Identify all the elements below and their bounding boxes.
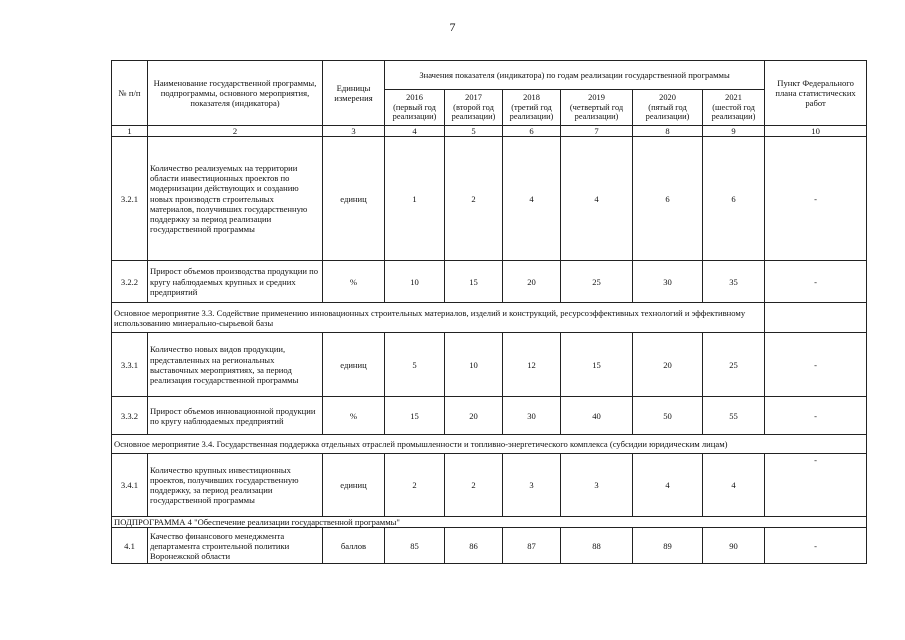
event-title: Основное мероприятие 3.3. Содействие применению инновационных строительных материалов, изделий и конструкций, ресурсоэффективных технологий и эффективному использованию минерально-сырьевой базы (112, 303, 765, 333)
row-value-2017: 10 (445, 333, 503, 397)
col-number: 3 (323, 126, 385, 137)
row-name: Качество финансового менеджмента департамента строительной политики Воронежской области (148, 528, 323, 564)
table-row (112, 137, 867, 261)
row-name: Количество крупных инвестиционных проектов, получивших государственную поддержку, за период реализации государственной программы (148, 454, 323, 517)
row-name: Прирост объемов инновационной продукции по кругу наблюдаемых предприятий (148, 397, 323, 435)
row-plan: - (765, 261, 867, 303)
row-value-2019: 3 (561, 454, 633, 517)
row-plan: - (765, 397, 867, 435)
col-number: 9 (703, 126, 765, 137)
header-year-2021: 2021 (шестой год реализации) (703, 90, 765, 126)
row-value-2016: 1 (385, 137, 445, 261)
row-unit: % (323, 261, 385, 303)
header-year-2019: 2019 (четвертый год реализации) (561, 90, 633, 126)
row-plan: - (765, 333, 867, 397)
row-value-2021: 90 (703, 528, 765, 564)
subprogram-row (112, 517, 867, 528)
row-value-2020: 30 (633, 261, 703, 303)
row-value-2020: 4 (633, 454, 703, 517)
row-value-2019: 88 (561, 528, 633, 564)
row-value-2016: 2 (385, 454, 445, 517)
row-value-2019: 15 (561, 333, 633, 397)
row-value-2018: 3 (503, 454, 561, 517)
row-plan: - (765, 137, 867, 261)
row-value-2016: 5 (385, 333, 445, 397)
row-plan: - (765, 454, 867, 517)
row-value-2018: 30 (503, 397, 561, 435)
row-value-2017: 86 (445, 528, 503, 564)
row-plan: - (765, 528, 867, 564)
row-value-2018: 4 (503, 137, 561, 261)
header-year-2020: 2020 (пятый год реализации) (633, 90, 703, 126)
row-unit: % (323, 397, 385, 435)
row-num: 3.3.2 (112, 397, 148, 435)
row-value-2021: 55 (703, 397, 765, 435)
col-number: 1 (112, 126, 148, 137)
row-value-2019: 4 (561, 137, 633, 261)
row-name: Количество новых видов продукции, представленных на региональных выставочных мероприятиях, за период реализация государственной программы (148, 333, 323, 397)
row-value-2018: 20 (503, 261, 561, 303)
indicator-table (111, 60, 867, 564)
row-value-2019: 25 (561, 261, 633, 303)
row-value-2016: 15 (385, 397, 445, 435)
row-unit: единиц (323, 333, 385, 397)
table-row (112, 528, 867, 564)
subprogram-title: ПОДПРОГРАММА 4 "Обеспечение реализации государственной программы" (112, 517, 867, 528)
col-number: 2 (148, 126, 323, 137)
row-value-2021: 4 (703, 454, 765, 517)
header-name: Наименование государственной программы, подпрограммы, основного мероприятия, показателя (индикатора) (148, 61, 323, 126)
header-year-2017: 2017 (второй год реализации) (445, 90, 503, 126)
row-value-2020: 6 (633, 137, 703, 261)
row-value-2016: 85 (385, 528, 445, 564)
row-value-2017: 2 (445, 137, 503, 261)
row-value-2018: 12 (503, 333, 561, 397)
row-value-2017: 15 (445, 261, 503, 303)
header-year-2016: 2016 (первый год реализации) (385, 90, 445, 126)
row-num: 3.4.1 (112, 454, 148, 517)
row-value-2020: 89 (633, 528, 703, 564)
row-num: 3.2.2 (112, 261, 148, 303)
table-row (112, 454, 867, 517)
row-value-2018: 87 (503, 528, 561, 564)
page-number: 7 (449, 20, 456, 34)
row-value-2020: 20 (633, 333, 703, 397)
row-num: 3.3.1 (112, 333, 148, 397)
header-year-2018: 2018 (третий год реализации) (503, 90, 561, 126)
row-num: 4.1 (112, 528, 148, 564)
header-num: № п/п (112, 61, 148, 126)
row-value-2016: 10 (385, 261, 445, 303)
row-value-2021: 6 (703, 137, 765, 261)
row-value-2019: 40 (561, 397, 633, 435)
row-value-2021: 25 (703, 333, 765, 397)
table-row (112, 333, 867, 397)
header-values-group: Значения показателя (индикатора) по годам реализации государственной программы (385, 61, 765, 90)
header-units: Единицы измерения (323, 61, 385, 126)
col-number: 6 (503, 126, 561, 137)
col-number: 8 (633, 126, 703, 137)
table-row (112, 261, 867, 303)
event-plan-cell (765, 303, 867, 333)
row-unit: единиц (323, 454, 385, 517)
event-row (112, 435, 867, 454)
row-num: 3.2.1 (112, 137, 148, 261)
event-title: Основное мероприятие 3.4. Государственная поддержка отдельных отраслей промышленности и топливно-энергетического комплекса (субсидии юридическим лицам) (112, 435, 867, 454)
row-unit: единиц (323, 137, 385, 261)
row-value-2017: 20 (445, 397, 503, 435)
event-row (112, 303, 867, 333)
column-number-row (112, 126, 867, 137)
row-name: Прирост объемов производства продукции по кругу наблюдаемых крупных и средних предприятий (148, 261, 323, 303)
col-number: 4 (385, 126, 445, 137)
row-value-2020: 50 (633, 397, 703, 435)
col-number: 10 (765, 126, 867, 137)
row-value-2021: 35 (703, 261, 765, 303)
col-number: 5 (445, 126, 503, 137)
table-row (112, 397, 867, 435)
row-value-2017: 2 (445, 454, 503, 517)
row-name: Количество реализуемых на территории области инвестиционных проектов по модернизации действующих и созданию новых производств строительных материалов, получивших государственную поддержку за период реализации государственной программы (148, 137, 323, 261)
col-number: 7 (561, 126, 633, 137)
header-plan: Пункт Федерального плана статистических работ (765, 61, 867, 126)
row-unit: баллов (323, 528, 385, 564)
